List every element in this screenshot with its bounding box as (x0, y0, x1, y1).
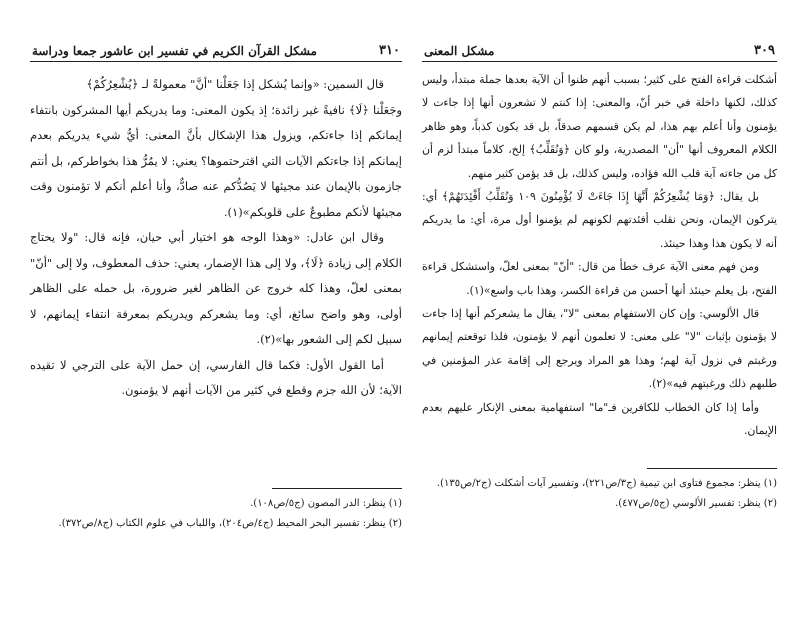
right-page-running-title: مشكل المعنى (424, 44, 495, 58)
left-page (30, 40, 402, 585)
right-header-rule (422, 61, 777, 62)
left-paragraph-1: قال السمين: «وإنما يُشكل إذا جَعَلْنا "أنَّ" معمولةً لـ ﴿يُشْعِرُكُمْ﴾ (86, 77, 384, 91)
left-paragraph-4: أما القول الأول: فكما قال الفارسي، إن حمل الآية على الترجي لا تقيده الآية؛ لأن الله جزم وقطع في كثير من الآيات أنهم لا يؤمنون. (30, 357, 402, 397)
right-footnote-2: (٢) ينظر: تفسير الألوسي (ج٥/ص٤٧٧). (615, 498, 777, 509)
left-footnote-1: (١) ينظر: الدر المصون (ج٥/ص١٠٨). (250, 498, 402, 509)
left-footnotes (30, 494, 402, 534)
right-page (422, 40, 777, 585)
left-page-running-title: مشكل القرآن الكريم في تفسير ابن عاشور جمعا ودراسة (32, 44, 317, 58)
right-footnotes (422, 474, 777, 514)
right-paragraph-2: بل يقال: ﴿وَمَا يُشْعِرُكُمْ أَنَّهَا إِذَا جَاءَتْ لَا يُؤْمِنُونَ ١٠٩ وَنُقَلِّبُ أَفْئِدَتَهُمْ﴾ أي: يتركون الإيمان، ونحن نقلب أفئدتهم لكونهم لم يؤمنوا أول مرة، أي: ما يدريكم أنه لا يكون هذا وهذا حينئذ. (422, 190, 777, 250)
right-footnote-rule (647, 468, 777, 469)
right-paragraph-3: ومن فهم معنى الآية عرف خطأ من قال: "أنّ" بمعنى لعلّ، واستشكل قراءة الفتح، بل يعلم حينئذ أنها أحسن من قراءة الكسر، وهذا باب واسع»(١). (422, 260, 777, 297)
left-paragraph-3: وقال ابن عادل: «وهذا الوجه هو اختيار أبي حيان، فإنه قال: "ولا يحتاج الكلام إلى زيادة ﴿لَا﴾، ولا إلى هذا الإضمار، يعني: حذف المعطوف، ولا إلى "أنّ" بمعنى لعلّ، وهذا كله خروج عن الظاهر لغير ضرورة، بل حمله على الظاهر أولى، وهو واضح سائغ، أي: وما يشعركم ويدريكم بمعرفة انتفاء إيمانهم، لا سبيل لكم إلى الشعور بها»(٢). (30, 230, 402, 346)
left-page-number: ٣١٠ (379, 43, 400, 58)
left-paragraph-2: وجَعَلْنا ﴿لَا﴾ نافيةً غير زائدة؛ إذ يكون المعنى: وما يدريكم أيها المشركون بانتفاء إيمانكم إذا جاءتكم، ويزول هذا الإشكال بأنَّ المعنى: أيُّ شيء يدريكم بعدم إيمانكم إذا جاءتكم الآيات التي اقترحتموها؟ يعني: لا يمُرُّ هذا بخواطركم، بل أنتم جازمون بالإيمان عند مجيئها لا يَصُدُّكم عنه صادٌّ، وأنا أعلم أنكم لا تؤمنون وقت مجيئها لأنكم مطبوعٌ على قلوبكم»(١). (30, 102, 402, 219)
left-page-header (30, 40, 402, 58)
left-footnote-2: (٢) ينظر: تفسير البحر المحيط (ج٤/ص٢٠٤)، واللباب في علوم الكتاب (ج٨/ص٣٧٢). (58, 518, 402, 529)
left-footnote-rule (272, 488, 402, 489)
left-page-body (30, 72, 402, 404)
right-page-body (422, 68, 777, 443)
right-footnote-1: (١) ينظر: مجموع فتاوى ابن تيمية (ج٣/ص٢٢١)، وتفسير آيات أشكلت (ج٢/ص١٣٥). (436, 478, 777, 489)
right-paragraph-4: قال الألوسي: وإن كان الاستفهام بمعنى "لا"، يقال ما يشعركم أنها إذا جاءت لا يؤمنون بإثبات "لا" على معنى: لا تعلمون أنهم لا يؤمنون، فلذا توقعتم إيمانهم ورغبتم في نزول آية لهم؛ وهذا هو المراد ويرجع إلى إقامة عذر المؤمنين في طلبهم ذلك ورغبتهم فيه»(٢). (422, 307, 777, 391)
right-paragraph-5: وأما إذا كان الخطاب للكافرين فـ"ما" استفهامية بمعنى الإنكار عليهم بعدم الإيمان. (422, 400, 777, 438)
left-header-rule (30, 61, 402, 62)
right-paragraph-1: أشكلت قراءة الفتح على كثير؛ بسبب أنهم ظنوا أن الآية بعدها جملة مبتدأ، وليس كذلك، لكنها داخلة في خبر أنّ، والمعنى: إذا كنتم لا تشعرون أنها إذا جاءت لا يؤمنون وأنا أعلم بهم هذا، لم يكن قسمهم صدقاً، بل قد يكون كذباً، وهو ظاهر الكلام المعروف أنها "أن" المصدرية، ولو كان ﴿وَنُقَلِّبُ﴾ إلخ، كلاماً مبتدأ لزم أن كل من جاءته آية قلب الله فؤاده، وليس كذلك، بل قد يؤمن كثير منهم. (422, 73, 777, 180)
right-page-header (422, 40, 777, 58)
right-page-number: ٣٠٩ (754, 43, 775, 58)
